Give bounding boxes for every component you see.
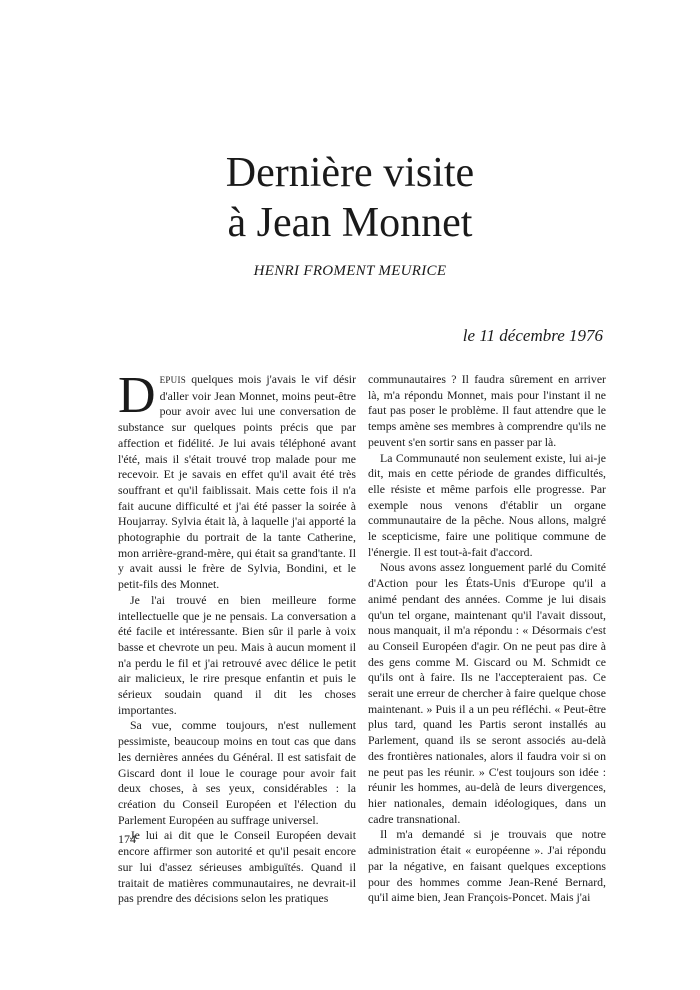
drop-cap: D xyxy=(118,367,156,424)
page-number: 174 xyxy=(118,832,136,846)
paragraph xyxy=(118,367,356,593)
paragraph: Sa vue, comme toujours, n'est nullement pessimiste, beaucoup moins en tout cas que dans les dernières années du Général. Il est satisfait de Giscard dont il loue le courage pour avoir fait deux choses, à ses yeux, considérables : la création du Conseil Européen et l'élection du Parlement Européen au suffrage universel. xyxy=(118,718,356,827)
author-name: HENRI FROMENT MEURICE xyxy=(253,263,447,279)
article-title xyxy=(110,148,590,248)
paragraph: Il m'a demandé si je trouvais que notre administration était « européenne ». J'ai répondu par la négative, en faisant quelques exceptions pour des hommes comme Jean-René Bernard, qu'il aime bien, Jean François-Poncet. Mais j'ai xyxy=(368,827,606,905)
paragraph: La Communauté non seulement existe, lui ai-je dit, mais en cette période de grandes difficultés, elle résiste et même parfois elle progresse. Par exemple nous venons d'établir un organe communautaire de la pêche. Nous allons, malgré le scepticisme, faire une politique commune de l'énergie. Il est tout-à-fait d'accord. xyxy=(368,450,606,559)
article-date: le 11 décembre 1976 xyxy=(462,326,603,345)
title-line-1: Dernière visite xyxy=(225,150,475,196)
paragraph: Je l'ai trouvé en bien meilleure forme intellectuelle que je ne pensais. La conversation a été facile et intéressante. Bien sûr il parle à voix basse et chevrote un peu. Mais à aucun moment il n'a perdu le fil et j'ai retrouvé avec délice le petit air malicieux, le rire presque enfantin et puis le sérieux soudain quand il dit les choses importantes. xyxy=(118,592,356,717)
title-line-2: à Jean Monnet xyxy=(227,200,473,246)
paragraph: Je lui ai dit que le Conseil Européen devait encore affirmer son autorité et qu'il pesait encore sur lui d'assez sérieuses ambiguïtés. Quand il traitait de matières communautaires, ne devrait-il pas prendre des décisions selon les pratiques xyxy=(118,828,356,906)
left-column xyxy=(118,367,356,907)
paragraph-text: quelques mois j'avais le vif désir d'aller voir Jean Monnet, moins peut-être pour avoir avec lui une conversation de substance sur quelques points précis que par affection et fidélité. Je lui avais téléphoné avant l'été, mais il s'était trouvé trop malade pour me recevoir. Et je savais en effet qu'il avait été très souffrant et qu'il faiblissait. Mais cette fois il n'a fait aucune difficulté et j'ai été passer la soirée à Houjarray. Sylvia était là, à laquelle j'ai apporté la photographie du portrait de la tante Catherine, mon arrière-grand-mère, qui était sa grand'tante. Il y avait aussi le frère de Sylvia, Bondini, et le petit-fils des Monnet. xyxy=(118,372,356,592)
paragraph: Nous avons assez longuement parlé du Comité d'Action pour les États-Unis d'Europe qu'il a animé pendant des années. Comme je lui disais qu'un tel organe, maintenant qu'il l'avait dissout, nous manquait, il m'a répondu : « Désormais c'est au Conseil Européen d'agir. On ne peut pas dire à des gens comme M. Giscard ou M. Schmidt ce qu'ils ont à faire. Ils ne l'accepteraient pas. Ce serait une erreur de chercher à faire quelque chose maintenant. » Puis il a un peu réfléchi. « Peut-être plus tard, quand les Partis seront installés au Parlement, quand ils se seront associés au-delà des frontières nationales, alors il faudra voir si on ne peut pas les réunir. » C'est toujours son idée : réunir les hommes, au-delà de leurs divergences, hier nationales, demain idéologiques, dans un cadre transnational. xyxy=(368,560,606,826)
small-caps-lead: EPUIS xyxy=(159,375,187,385)
right-column xyxy=(368,372,606,906)
paragraph: communautaires ? Il faudra sûrement en arriver là, m'a répondu Monnet, mais pour l'instant il ne faut pas poser le problème. Il faut attendre que le temps amène ses membres à comprendre qu'ils ne peuvent s'en sortir sans en passer par là. xyxy=(368,372,606,449)
